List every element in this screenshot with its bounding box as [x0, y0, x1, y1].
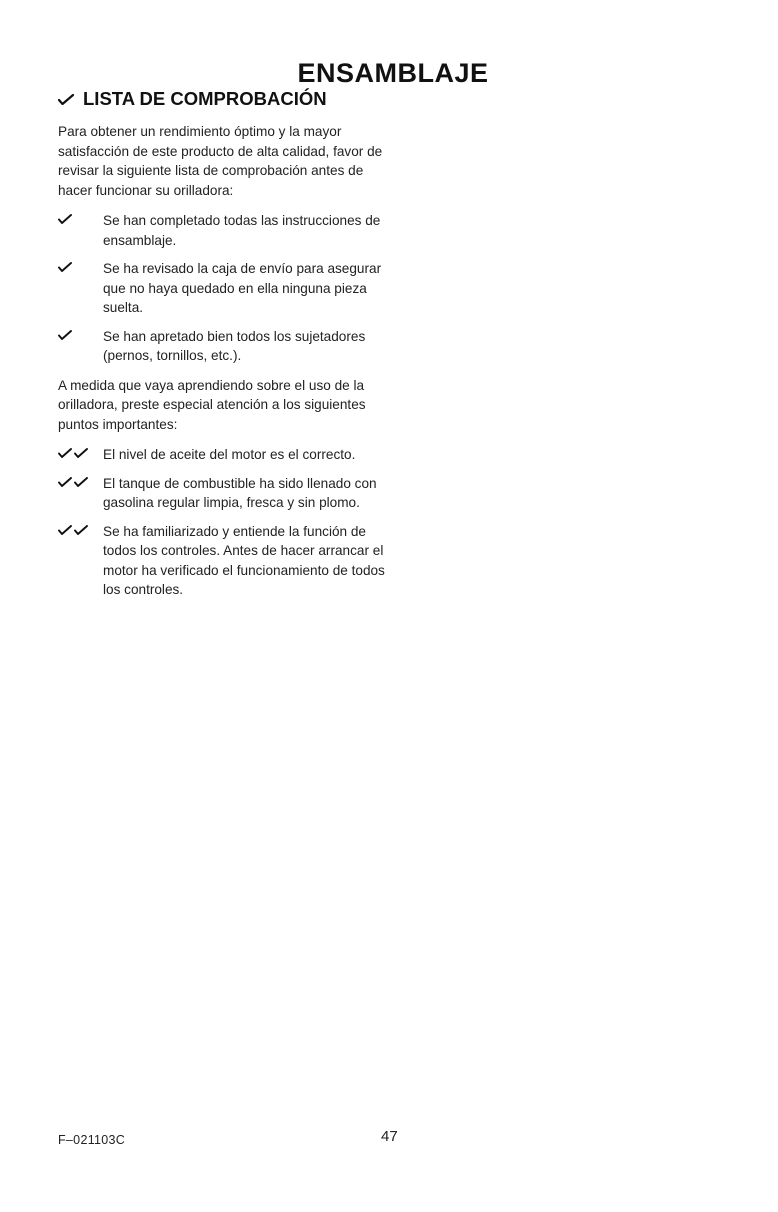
check-mark-icon [58, 94, 74, 105]
list-item [58, 522, 388, 600]
list-item [58, 259, 388, 318]
single-check-list [58, 211, 388, 366]
page-number: 47 [381, 1128, 398, 1145]
section-heading-text: LISTA DE COMPROBACIÓN [83, 88, 327, 109]
list-item [58, 445, 388, 465]
double-check-icon [58, 445, 103, 458]
middle-paragraph: A medida que vaya aprendiendo sobre el uso de la orilladora, preste especial atención a los siguientes puntos importantes: [58, 377, 366, 432]
list-item [58, 211, 388, 250]
double-check-icon [58, 522, 103, 535]
document-code: F–021103C [58, 1133, 126, 1147]
list-item-text: Se han completado todas las instrucciones de ensamblaje. [103, 213, 381, 248]
page-title: ENSAMBLAJE [297, 58, 489, 88]
single-check-icon [58, 327, 103, 340]
list-item-text: Se ha familiarizado y entiende la función de todos los controles. Antes de hacer arrancar el motor ha verificado el funcionamiento de todos los controles. [103, 523, 385, 597]
list-item-text: Se han apretado bien todos los sujetadores (pernos, tornillos, etc.). [103, 328, 366, 363]
list-item-text: El tanque de combustible ha sido llenado con gasolina regular limpia, fresca y sin plomo. [103, 475, 377, 510]
double-check-icon [58, 474, 103, 487]
list-item-text: El nivel de aceite del motor es el correcto. [103, 447, 356, 462]
single-check-icon [58, 259, 103, 272]
list-item [58, 474, 388, 513]
single-check-icon [58, 211, 103, 224]
section-heading [58, 88, 327, 110]
list-item-text: Se ha revisado la caja de envío para asegurar que no haya quedado en ella ninguna pieza suelta. [103, 261, 382, 315]
list-item [58, 327, 388, 366]
checklist-column [58, 122, 388, 609]
double-check-list [58, 445, 388, 600]
intro-paragraph: Para obtener un rendimiento óptimo y la mayor satisfacción de este producto de alta calidad, favor de revisar la siguiente lista de comprobación antes de hacer funcionar su orilladora: [58, 124, 383, 198]
